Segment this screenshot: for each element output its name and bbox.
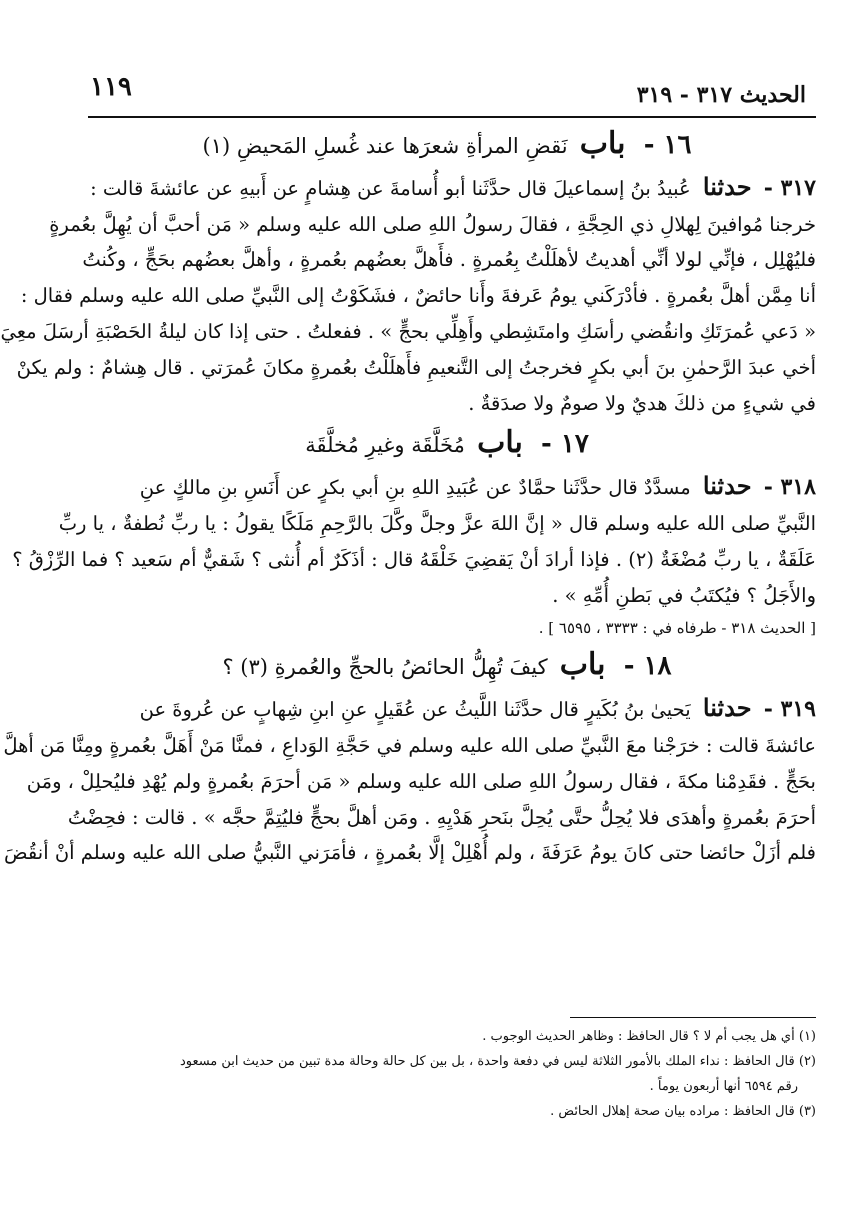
- haddathana-label: حدثنا: [702, 171, 752, 201]
- hadith-line: في شيءٍ من ذلكَ هديٌ ولا صومٌ ولا صدَقةٌ .: [468, 391, 816, 415]
- hadith-line: النَّبيِّ صلى الله عليه وسلم قال « إنَّ اللهَ عزَّ وجلَّ وكَّلَ بالرَّحِمِ مَلَكًا يقولُ : يا ربِّ نُطفةٌ ، يا ربِّ: [58, 511, 816, 535]
- hadith-line: أنا مِمَّن أهلَّ بعُمرةٍ . فأدْرَكَني يومُ عَرفةَ وأَنا حائضٌ ، فشَكَوْتُ إلى النَّبيِّ صلى الله عليه وسلم فقال :: [20, 284, 816, 308]
- chapter-number: ١٨ -: [623, 651, 672, 682]
- haddathana-label: حدثنا: [702, 693, 752, 723]
- bab-label: باب: [559, 647, 606, 683]
- hadith-line: فليُهْلِل ، فإنِّي لولا أنِّي أهديتُ لأهلَلْتُ بِعُمرةٍ . فأَهلَّ بعضُهم بعُمرةٍ ، وأهلَّ بعضُهم بحَجٍّ ، وكُنتُ: [82, 248, 816, 272]
- bab-label: باب: [477, 425, 523, 461]
- chapter-number: ١٦ -: [643, 130, 692, 160]
- hadith-line: عَلَقَةٌ ، يا ربِّ مُضْغَةٌ (٢) . فإذا أرادَ أنْ يَقضِيَ خَلْقَهُ قال : أذَكَرٌ أم أُنثى ؟ شَقيٌّ أم سَعيد ؟ فما الرِّزْقُ ؟: [12, 547, 816, 571]
- hadith-line: أحرَمَ بعُمرةٍ وأهدَى فلا يُحِلُّ حتَّى يُحِلَّ بنَحرِ هَدْيِهِ . ومَن أهلَّ بحجٍّ فليُتِمَّ حجَّه » . قالت : فحِضْتُ: [67, 805, 816, 829]
- running-header: الحديث ٣١٧ - ٣١٩: [636, 82, 806, 108]
- chapter-heading: [78, 425, 816, 464]
- hadith-line: عائشةَ قالت : خرَجْنا معَ النَّبيِّ صلى الله عليه وسلم في حَجَّةِ الوَداعِ ، فمنَّا مَنْ أَهَلَّ بعُمرةٍ ومِنَّا مَن أهلَّ: [3, 733, 816, 757]
- hadith-line: [78, 690, 816, 728]
- hadith-text: عُبيدُ بنُ إسماعيلَ قال حدَّثَنا أبو أُسامةَ عن هِشامٍ عن أَبيهِ عن عائشةَ قالت :: [90, 176, 691, 200]
- chapter-title: كيفَ تُهِلُّ الحائضُ بالحجِّ والعُمرةِ (٣) ؟: [222, 655, 548, 680]
- header-divider: [88, 116, 816, 118]
- chapter-heading: [78, 647, 816, 686]
- hadith-text: يَحيىٰ بنُ بُكَيرٍ قال حدَّثَنا اللَّيثُ عن عُقَيلٍ عنِ ابنِ شِهابٍ عن عُروةَ عن: [139, 698, 691, 722]
- hadith-text: مسدَّدٌ قال حدَّثَنا حمَّادٌ عن عُبَيدِ اللهِ بنِ أبي بكرٍ عن أَنَسِ بنِ مالكٍ عنِ: [139, 476, 691, 500]
- hadith-line: فلم أزَلْ حائضا حتى كانَ يومُ عَرَفَةَ ، ولم أُهْلِلْ إلَّا بعُمرةٍ ، فأمَرَني النَّبيُّ صلى الله عليه وسلم أنْ أنقُضَ: [4, 841, 816, 865]
- hadith-line: والأَجَلُ ؟ فيُكتَبُ في بَطنِ أُمِّهِ » .: [552, 583, 816, 607]
- bab-label: باب: [579, 126, 626, 161]
- footnotes: [70, 1024, 816, 1124]
- footnote: (١) أي هل يجب أم لا ؟ قال الحافظ : وظاهر الحديث الوجوب .: [482, 1029, 816, 1044]
- page-number: ١١٩: [90, 72, 132, 102]
- hadith-line: أخي عبدَ الرَّحمٰنِ بنَ أبي بكرٍ فخرجتُ إلى التَّنعيمِ فأَهلَلْتُ بعُمرةٍ مكانَ عُمرَتي . قال هِشامٌ : ولم يكنْ: [16, 355, 816, 379]
- cross-reference-note: [ الحديث ٣١٨ - طرفاه في : ٣٣٣٣ ، ٦٥٩٥ ] .: [538, 619, 816, 638]
- hadith-line: « دَعي عُمرَتَكِ وانقُضي رأسَكِ وامتَشِطي وأَهِلِّي بحجٍّ » . ففعلتُ . حتى إذا كان ليلةُ الحَصْبَةِ أرسَلَ معِيَ: [0, 319, 816, 343]
- hadith-line: [78, 169, 816, 207]
- footnote: (٢) قال الحافظ : نداء الملك بالأمور الثلاثة ليس في دفعة واحدة ، بل بين كل حالة وحالة مدة تبين من حديث ابن مسعود: [179, 1054, 816, 1069]
- hadith-number: ٣١٩ -: [763, 696, 816, 723]
- hadith-number: ٣١٨ -: [763, 474, 816, 501]
- chapter-heading: [78, 126, 816, 165]
- hadith-line: [78, 468, 816, 506]
- chapter-title: نَقضِ المرأةِ شعرَها عند غُسلِ المَحيضِ (١): [202, 134, 568, 158]
- hadith-line: بحَجٍّ . فقَدِمْنا مكةَ ، فقال رسولُ اللهِ صلى الله عليه وسلم « مَن أحرَمَ بعُمرةٍ ولم يُهْدِ فليُحلِلْ ، ومَن: [26, 769, 816, 793]
- footnote: (٣) قال الحافظ : مراده بيان صحة إهلال الحائض .: [550, 1104, 816, 1119]
- hadith-line: خرجنا مُوافينَ لِهلالِ ذي الحِجَّةِ ، فقالَ رسولُ اللهِ صلى الله عليه وسلم « مَن أحبَّ أن يُهِلَّ بعُمرةٍ: [49, 212, 816, 236]
- haddathana-label: حدثنا: [702, 471, 752, 501]
- footnote-divider: [570, 1017, 816, 1018]
- page-body: [0, 122, 816, 871]
- footnote-continuation: رقم ٦٥٩٤ أنها أربعون يوماً .: [649, 1079, 798, 1094]
- hadith-number: ٣١٧ -: [763, 174, 816, 201]
- chapter-number: ١٧ -: [541, 429, 589, 460]
- chapter-title: مُخَلَّقَة وغيرِ مُخلَّقَة: [305, 433, 465, 458]
